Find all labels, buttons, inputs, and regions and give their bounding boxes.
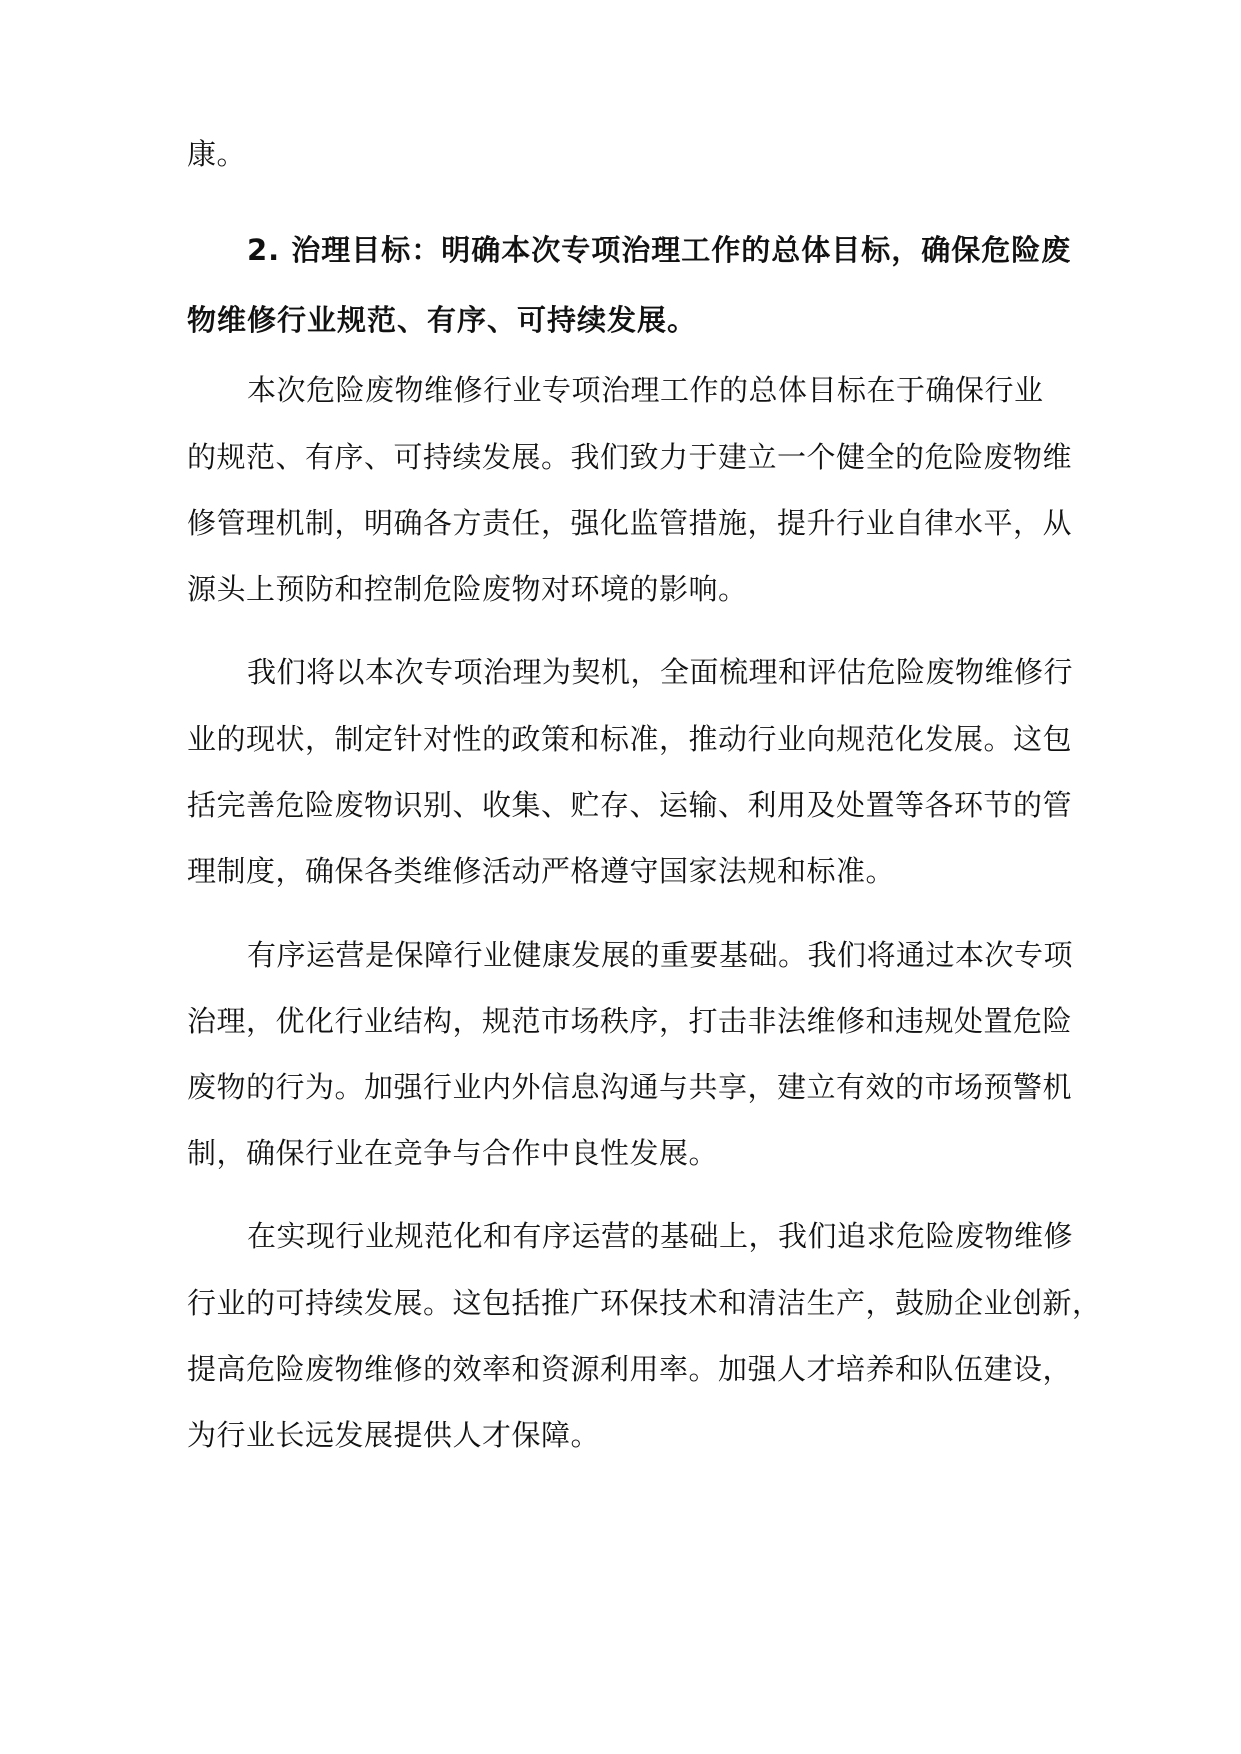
paragraph-4-line-2: 行业的可持续发展。这包括推广环保技术和清洁生产，鼓励企业创新， bbox=[187, 1286, 1102, 1320]
section-heading-line-2: 物维修行业规范、有序、可持续发展。 bbox=[187, 303, 698, 337]
paragraph-2-line-3: 括完善危险废物识别、收集、贮存、运输、利用及处置等各环节的管 bbox=[187, 788, 1073, 822]
paragraph-3-line-3: 废物的行为。加强行业内外信息沟通与共享，建立有效的市场预警机 bbox=[187, 1070, 1073, 1104]
paragraph-3-line-1: 有序运营是保障行业健康发展的重要基础。我们将通过本次专项 bbox=[247, 938, 1074, 972]
paragraph-3-line-2: 治理，优化行业结构，规范市场秩序，打击非法维修和违规处置危险 bbox=[187, 1004, 1073, 1038]
paragraph-4-line-1: 在实现行业规范化和有序运营的基础上，我们追求危险废物维修 bbox=[247, 1219, 1074, 1253]
paragraph-4-line-4: 为行业长远发展提供人才保障。 bbox=[187, 1418, 601, 1452]
paragraph-3-line-4: 制，确保行业在竞争与合作中良性发展。 bbox=[187, 1136, 719, 1170]
section-heading-line-1: 2. 治理目标：明确本次专项治理工作的总体目标，确保危险废 bbox=[247, 233, 1072, 267]
paragraph-1-line-2: 的规范、有序、可持续发展。我们致力于建立一个健全的危险废物维 bbox=[187, 440, 1073, 474]
paragraph-2-line-2: 业的现状，制定针对性的政策和标准，推动行业向规范化发展。这包 bbox=[187, 722, 1073, 756]
paragraph-1-line-1: 本次危险废物维修行业专项治理工作的总体目标在于确保行业 bbox=[247, 373, 1044, 407]
paragraph-1-line-3: 修管理机制，明确各方责任，强化监管措施，提升行业自律水平，从 bbox=[187, 506, 1073, 540]
continuation-line: 康。 bbox=[187, 137, 247, 171]
paragraph-4-line-3: 提高危险废物维修的效率和资源利用率。加强人才培养和队伍建设， bbox=[187, 1352, 1073, 1386]
paragraph-1-line-4: 源头上预防和控制危险废物对环境的影响。 bbox=[187, 572, 748, 606]
paragraph-2-line-1: 我们将以本次专项治理为契机，全面梳理和评估危险废物维修行 bbox=[247, 655, 1074, 689]
paragraph-2-line-4: 理制度，确保各类维修活动严格遵守国家法规和标准。 bbox=[187, 854, 896, 888]
